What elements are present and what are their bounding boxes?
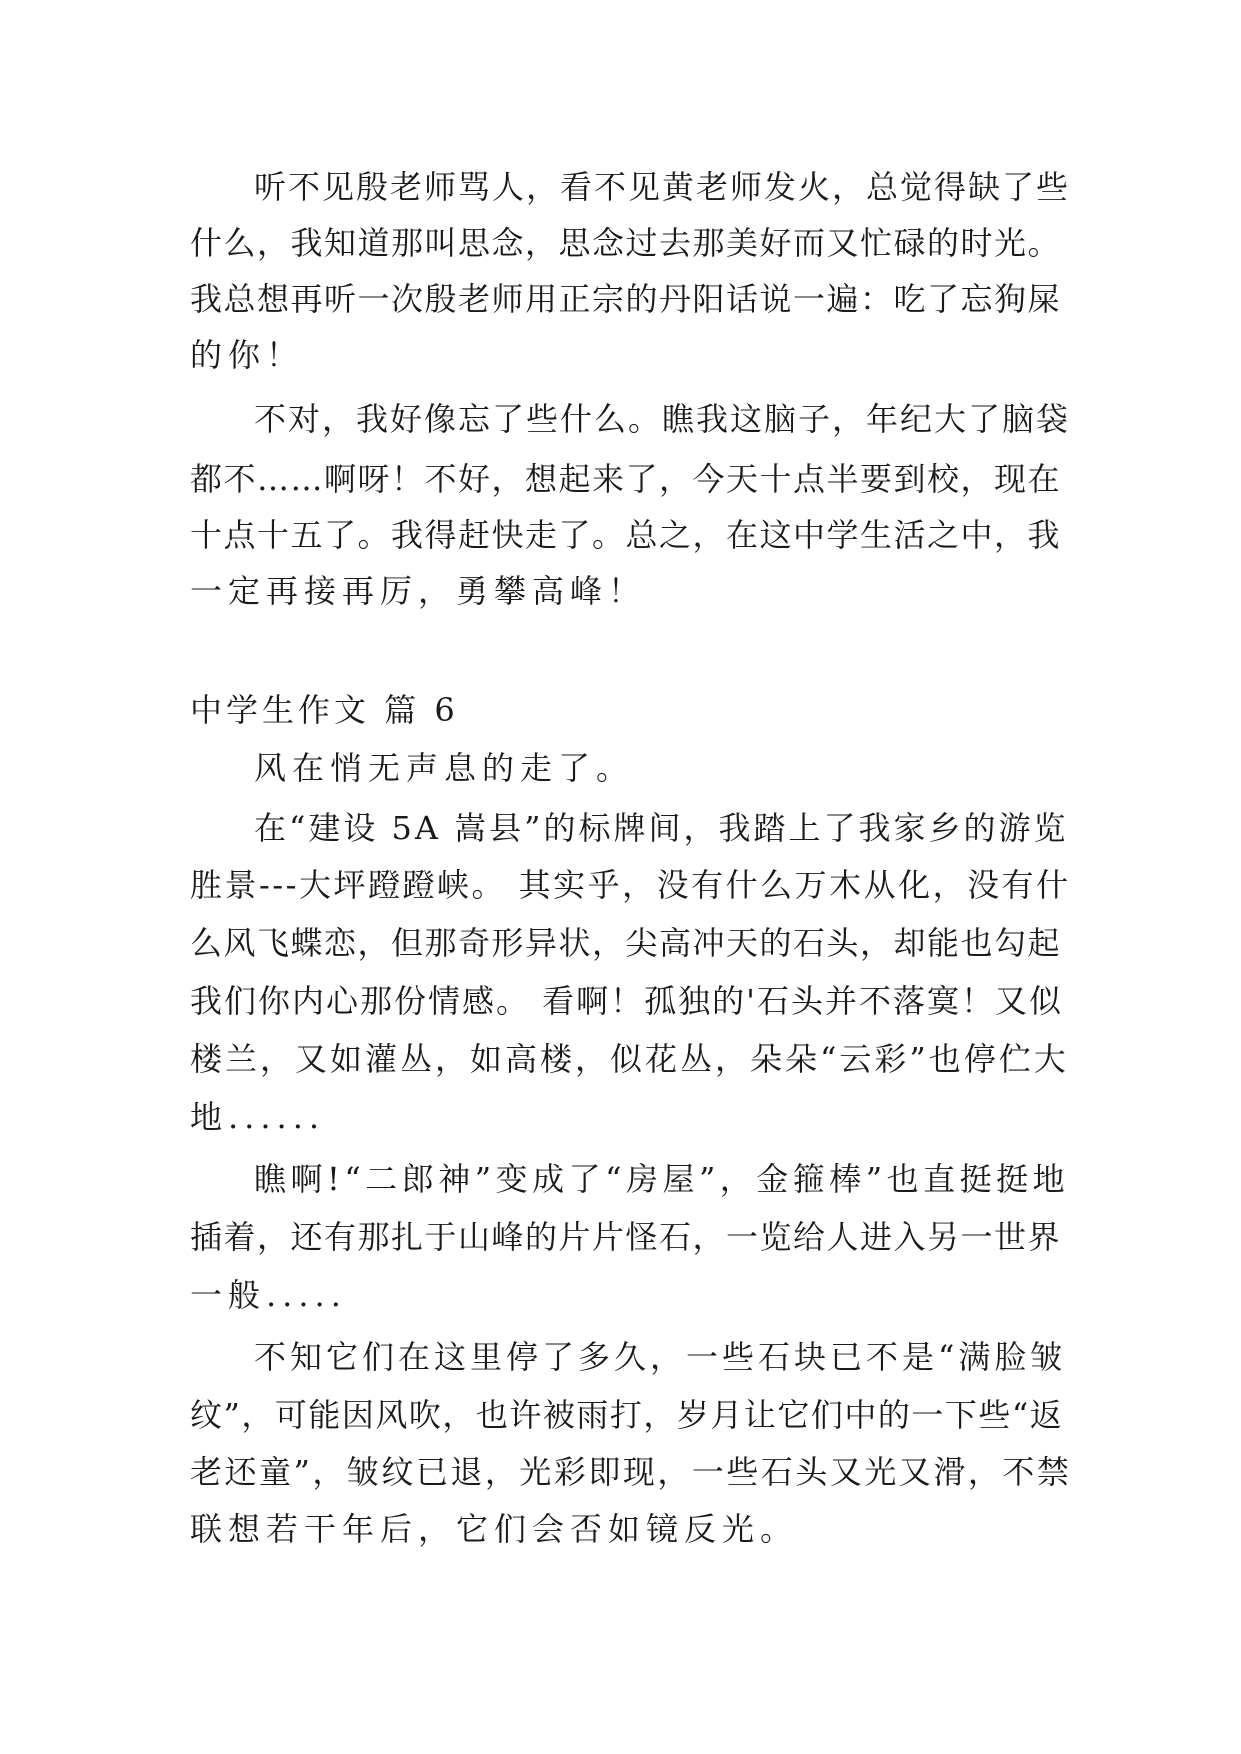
text-line: 我们你内心那份情感。 看啊！孤独的'石头并不落寞！又似 — [190, 982, 1063, 1020]
text-line: 胜景---大坪蹬蹬峡。 其实乎，没有什么万木从化，没有什 — [190, 866, 1071, 904]
text-line: 一般..... — [190, 1276, 347, 1314]
text-line: 风在悄无声息的走了。 — [254, 749, 635, 787]
text-line: 么风飞蝶恋，但那奇形异状，尖高冲天的石头，却能也勾起 — [190, 924, 1062, 962]
section-heading: 中学生作文 篇 6 — [190, 691, 459, 729]
text-line: 地...... — [190, 1098, 326, 1136]
text-line: 在“建设 5A 嵩县”的标牌间，我踏上了我家乡的游览 — [254, 809, 1069, 847]
text-line: 老还童”，皱纹已退，光彩即现，一些石头又光又滑，不禁 — [190, 1453, 1072, 1491]
text-line: 联想若干年后，它们会否如镜反光。 — [190, 1510, 799, 1548]
text-line: 的你！ — [190, 336, 305, 374]
text-line: 我总想再听一次殷老师用正宗的丹阳话说一遍：吃了忘狗屎 — [190, 280, 1062, 318]
text-line: 一定再接再厉，勇攀高峰！ — [190, 572, 647, 610]
text-line: 十点十五了。我得赶快走了。总之，在这中学生活之中，我 — [190, 516, 1062, 554]
text-line: 瞧啊!“二郎神”变成了“房屋”，金箍棒”也直挺挺地 — [254, 1160, 1070, 1198]
text-line: 纹”，可能因风吹，也许被雨打，岁月让它们中的一下些“返 — [190, 1396, 1064, 1434]
text-line: 什么，我知道那叫思念，思念过去那美好而又忙碌的时光。 — [190, 224, 1062, 262]
text-line: 插着，还有那扎于山峰的片片怪石，一览给人进入另一世界 — [190, 1218, 1062, 1256]
text-line: 都不……啊呀！不好，想起来了，今天十点半要到校，现在 — [190, 460, 1062, 498]
text-line: 听不见殷老师骂人，看不见黄老师发火，总觉得缺了些 — [254, 168, 1071, 206]
text-line: 不知它们在这里停了多久，一些石块已不是“满脸皱 — [254, 1338, 1067, 1376]
text-line: 不对，我好像忘了些什么。瞧我这脑子，年纪大了脑袋 — [254, 400, 1071, 438]
text-line: 楼兰，又如灌丛，如高楼，似花丛，朵朵“云彩”也停伫大 — [190, 1040, 1069, 1078]
